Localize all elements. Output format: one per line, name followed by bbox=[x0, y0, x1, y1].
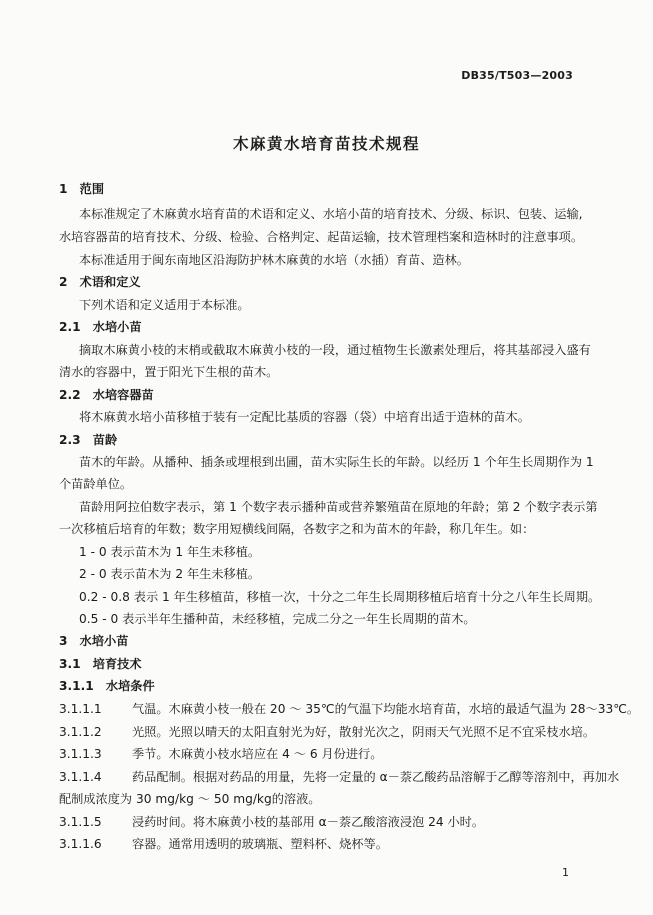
clause-text: 药品配制。根据对药品的用量，先将一定量的 α－萘乙酸药品溶解于乙醇等溶剂中，再加水 bbox=[132, 770, 620, 784]
term-2-2-definition: 将木麻黄水培小苗移植于装有一定配比基质的容器（袋）中培育出适于造林的苗木。 bbox=[79, 410, 530, 424]
clause-text: 气温。木麻黄小枝一般在 20 ～ 35℃的气温下均能水培育苗，水培的最适气温为 28～33℃。 bbox=[132, 702, 640, 716]
document-title: 木麻黄水培育苗技术规程 bbox=[232, 135, 420, 153]
clause-3-1-1-5 bbox=[59, 814, 484, 830]
age-example: 2 - 0 表示苗木为 2 年生未移植。 bbox=[79, 567, 261, 581]
term-2-3-notation-line: 一次移植后培育的年数；数字用短横线间隔，各数字之和为苗木的年龄，称几年生。如： bbox=[59, 522, 535, 536]
term-2-1-heading: 2.1 水培小苗 bbox=[59, 320, 142, 334]
term-2-1-definition-line: 清水的容器中，置于阳光下生根的苗木。 bbox=[59, 365, 279, 379]
clause-number: 3.1.1.2 bbox=[59, 725, 102, 739]
clause-number: 3.1.1.4 bbox=[59, 770, 102, 784]
term-2-3-definition-line: 个苗龄单位。 bbox=[59, 477, 133, 491]
clause-number: 3.1.1.3 bbox=[59, 747, 102, 761]
section-3-heading: 3 水培小苗 bbox=[59, 634, 129, 648]
scope-paragraph-line: 本标准规定了木麻黄水培育苗的术语和定义、水培小苗的培育技术、分级、标识、包装、运输, bbox=[79, 207, 583, 221]
standard-code: DB35/T503—2003 bbox=[461, 69, 573, 82]
clause-3-1-1-3 bbox=[59, 746, 382, 762]
clause-text: 光照。光照以晴天的太阳直射光为好，散射光次之，阴雨天气光照不足不宜采枝水培。 bbox=[132, 725, 596, 739]
clause-text: 浸药时间。将木麻黄小枝的基部用 α－萘乙酸溶液浸泡 24 小时。 bbox=[132, 815, 485, 829]
term-2-1-definition-line: 摘取木麻黄小枝的末梢或截取木麻黄小枝的一段，通过植物生长激素处理后，将其基部浸入盛有 bbox=[79, 343, 591, 357]
clause-number: 3.1.1.6 bbox=[59, 837, 102, 851]
clause-3-1-1-2 bbox=[59, 724, 595, 740]
age-example: 0.2 - 0.8 表示 1 年生移植苗，移植一次，十分之二年生长周期移植后培育十分之八年生长周期。 bbox=[79, 590, 601, 604]
terms-intro: 下列术语和定义适用于本标准。 bbox=[79, 298, 250, 312]
term-2-3-definition-line: 苗木的年龄。从播种、插条或埋根到出圃，苗木实际生长的年龄。以经历 1 个年生长周期作为 1 bbox=[79, 455, 594, 469]
page-number: 1 bbox=[562, 866, 569, 879]
scope-applicability: 本标准适用于闽东南地区沿海防护林木麻黄的水培（水插）育苗、造林。 bbox=[79, 253, 469, 267]
clause-text: 容器。通常用透明的玻璃瓶、塑料杯、烧杯等。 bbox=[132, 837, 388, 851]
term-2-3-notation-line: 苗龄用阿拉伯数字表示，第 1 个数字表示播种苗或营养繁殖苗在原地的年龄；第 2 个数字表示第 bbox=[79, 500, 598, 514]
clause-text: 季节。木麻黄小枝水培应在 4 ～ 6 月份进行。 bbox=[132, 747, 383, 761]
clause-number: 3.1.1.1 bbox=[59, 702, 102, 716]
clause-3-1-1-6 bbox=[59, 836, 388, 852]
clause-3-1-1-1 bbox=[59, 701, 639, 717]
section-3-1-heading: 3.1 培育技术 bbox=[59, 657, 142, 671]
section-2-heading: 2 术语和定义 bbox=[59, 275, 141, 289]
clause-number: 3.1.1.5 bbox=[59, 815, 102, 829]
section-3-1-1-heading: 3.1.1 水培条件 bbox=[59, 679, 155, 693]
age-example: 0.5 - 0 表示半年生播种苗，未经移植，完成二分之一年生长周期的苗木。 bbox=[79, 612, 476, 626]
age-example: 1 - 0 表示苗木为 1 年生未移植。 bbox=[79, 545, 261, 559]
term-2-3-heading: 2.3 苗龄 bbox=[59, 433, 118, 447]
section-1-heading: 1 范围 bbox=[59, 182, 105, 196]
clause-3-1-1-4-continued: 配制成浓度为 30 mg/kg ～ 50 mg/kg的溶液。 bbox=[59, 792, 321, 806]
clause-3-1-1-4 bbox=[59, 769, 619, 785]
term-2-2-heading: 2.2 水培容器苗 bbox=[59, 388, 154, 402]
scope-paragraph-line: 水培容器苗的培育技术、分级、检验、合格判定、起苗运输，技术管理档案和造林时的注意事项。 bbox=[59, 230, 584, 244]
